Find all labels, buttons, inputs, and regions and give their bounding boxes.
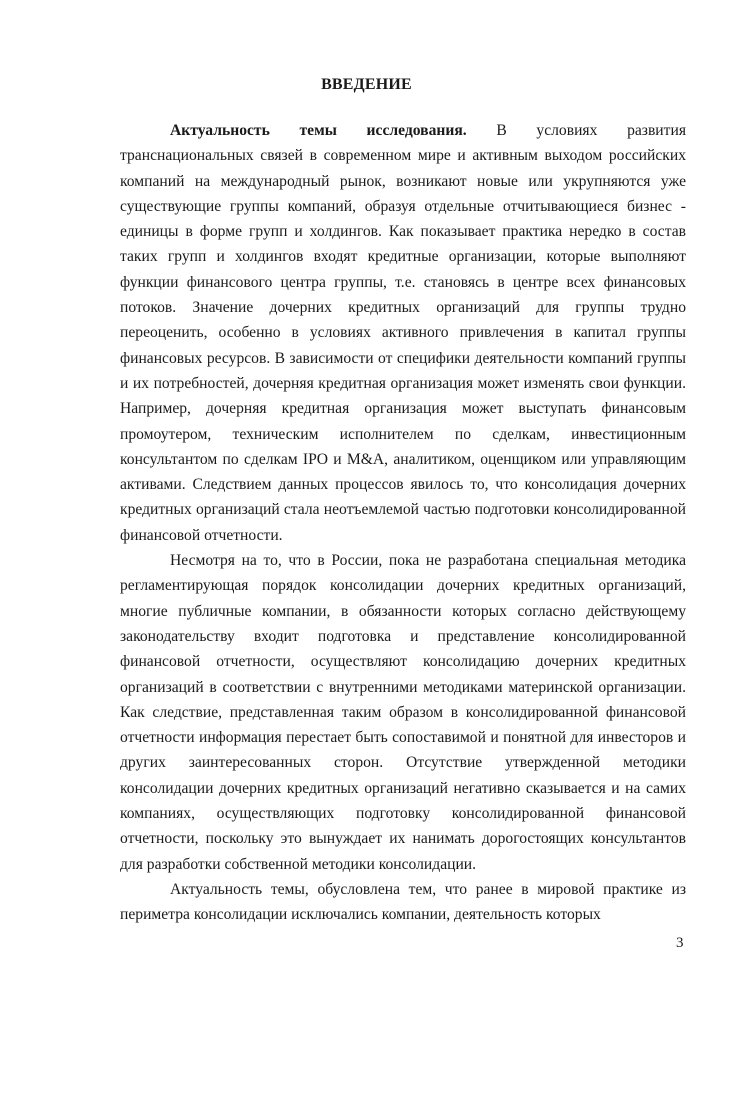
paragraph-relevance <box>120 118 686 548</box>
document-body <box>120 118 686 928</box>
paragraph-relevance-continued: Актуальность темы, обусловлена тем, что ранее в мировой практике из периметра консолидации исключались компании, деятельность которых <box>120 880 686 924</box>
paragraph-text: В условиях развития транснациональных связей в современном мире и активным выходом российских компаний на международный рынок, возникают новые или укрупняются уже существующие группы компаний, образуя отдельные отчитывающиеся бизнес - единицы в форме групп и холдингов. Как показывает практика нередко в состав таких групп и холдингов входят кредитные организации, которые выполняют функции финансового центра группы, т.е. становясь в центре всех финансовых потоков. Значение дочерних кредитных организаций для группы трудно переоценить, особенно в условиях активного привлечения в капитал группы финансовых ресурсов. В зависимости от специфики деятельности компаний группы и их потребностей, дочерняя кредитная организация может изменять свои функции. Например, дочерняя кредитная организация может выступать финансовым промоутером, техническим исполнителем по сделкам, инвестиционным консультантом по сделкам IPO и M&A, аналитиком, оценщиком или управляющим активами. Следствием данных процессов явилось то, что консолидация дочерних кредитных организаций стала неотъемлемой частью подготовки консолидированной финансовой отчетности. <box>120 122 686 544</box>
page-number: 3 <box>676 935 684 951</box>
paragraph-lead: Актуальность темы исследования. <box>170 122 467 139</box>
paragraph-methodology: Несмотря на то, что в России, пока не разработана специальная методика регламентирующая порядок консолидации дочерних кредитных организаций, многие публичные компании, в обязанности которых согласно действующему законодательству входит подготовка и представление консолидированной финансовой отчетности, осуществляют консолидацию дочерних кредитных организаций в соответствии с внутренними методиками материнской организации. Как следствие, представленная таким образом в консолидированной финансовой отчетности информация перестает быть сопоставимой и понятной для инвесторов и других заинтересованных сторон. Отсутствие утвержденной методики консолидации дочерних кредитных организаций негативно сказывается и на самих компаниях, осуществляющих подготовку консолидированной финансовой отчетности, поскольку это вынуждает их нанимать дорогостоящих консультантов для разработки собственной методики консолидации. <box>120 552 686 873</box>
page-title: ВВЕДЕНИЕ <box>321 76 412 93</box>
